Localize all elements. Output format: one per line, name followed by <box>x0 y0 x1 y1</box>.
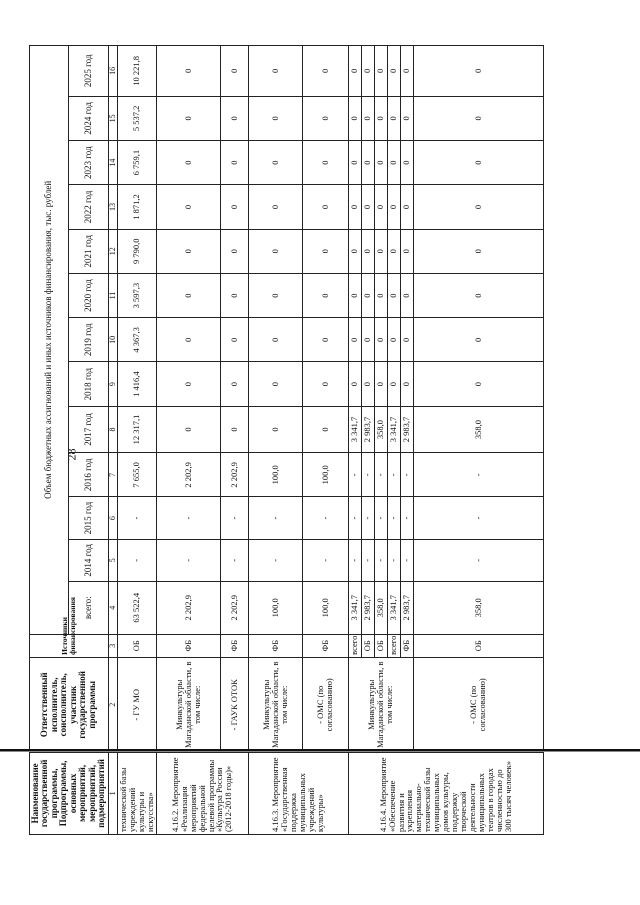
row-source: всего <box>348 634 361 657</box>
value-cell: 0 <box>413 46 543 97</box>
value-cell: 0 <box>413 273 543 317</box>
index-cell: 16 <box>108 46 117 97</box>
value-cell: 100,0 <box>302 581 348 634</box>
header-year: 2015 год <box>69 497 108 539</box>
index-cell: 12 <box>108 229 117 273</box>
value-cell: 1 416,4 <box>117 362 156 406</box>
value-cell: - <box>220 539 248 581</box>
value-cell: 0 <box>220 141 248 185</box>
value-cell: 0 <box>348 96 361 140</box>
value-cell: 3 341,7 <box>348 581 361 634</box>
row-executor: - ОМС (по согласованию) <box>302 657 348 752</box>
value-cell: 63 522,4 <box>117 581 156 634</box>
value-cell: 0 <box>400 273 413 317</box>
row-source: ФБ <box>302 634 348 657</box>
value-cell: 0 <box>248 141 302 185</box>
value-cell: 0 <box>220 185 248 229</box>
table-row <box>220 46 248 835</box>
value-cell: 0 <box>302 406 348 452</box>
row-title: 4.16.4. Мероприятие «Обеспечение развития и укрепления материально-технической базы муниципальных домов культуры, поддержку творческой деятельности муниципальных театров в городах численностью до 300 тысяч человек» <box>348 752 543 834</box>
value-cell: 0 <box>302 96 348 140</box>
value-cell: 0 <box>374 46 387 97</box>
value-cell: 0 <box>361 46 374 97</box>
value-cell: 0 <box>220 96 248 140</box>
value-cell: 0 <box>413 318 543 362</box>
value-cell: 0 <box>387 185 400 229</box>
row-source: ФБ <box>220 634 248 657</box>
index-cell: 10 <box>108 318 117 362</box>
value-cell: - <box>400 453 413 497</box>
value-cell: - <box>302 539 348 581</box>
value-cell: 0 <box>156 273 220 317</box>
page-number: 28 <box>64 448 79 461</box>
value-cell: 0 <box>413 141 543 185</box>
value-cell: 7 655,0 <box>117 453 156 497</box>
value-cell: 0 <box>400 185 413 229</box>
value-cell: 0 <box>387 229 400 273</box>
value-cell: 0 <box>302 141 348 185</box>
value-cell: - <box>400 497 413 539</box>
value-cell: 0 <box>374 362 387 406</box>
value-cell: 0 <box>248 406 302 452</box>
value-cell: - <box>361 453 374 497</box>
value-cell: 0 <box>302 229 348 273</box>
value-cell: 3 341,7 <box>348 406 361 452</box>
value-cell: 0 <box>156 318 220 362</box>
header-col3: Источники финансирования <box>30 634 109 657</box>
row-source: всего <box>387 634 400 657</box>
value-cell: 0 <box>400 362 413 406</box>
value-cell: 0 <box>413 362 543 406</box>
value-cell: 0 <box>387 273 400 317</box>
row-source: ОБ <box>361 634 374 657</box>
value-cell: 0 <box>156 46 220 97</box>
header-year: 2020 год <box>69 273 108 317</box>
value-cell: 0 <box>302 362 348 406</box>
header-year: 2021 год <box>69 229 108 273</box>
value-cell: - <box>117 539 156 581</box>
row-executor: Минкультуры Магаданской области, в том числе: <box>248 657 302 752</box>
row-executor: - ГУ МО <box>117 657 156 752</box>
value-cell: 2 983,7 <box>361 581 374 634</box>
value-cell: 0 <box>302 318 348 362</box>
value-cell: 0 <box>413 229 543 273</box>
value-cell: 0 <box>348 141 361 185</box>
index-cell: 1 <box>108 752 117 834</box>
row-title: технической базы учреждений культуры и искусства» <box>117 752 156 834</box>
header-year: 2016 год <box>69 453 108 497</box>
header-col2: Ответственный исполнитель, соисполнитель, участник государственной программы <box>30 657 109 752</box>
budget-table <box>29 45 544 835</box>
header-col1: Наименование государственной программы, Подпрограммы, основных мероприятий, мероприятий, подмероприятий <box>30 752 109 834</box>
index-cell: 9 <box>108 362 117 406</box>
value-cell: 0 <box>220 273 248 317</box>
row-executor: Минкультуры Магаданской области, в том числе: <box>156 657 220 752</box>
value-cell: 0 <box>400 46 413 97</box>
value-cell: 0 <box>156 96 220 140</box>
value-cell: 0 <box>361 318 374 362</box>
value-cell: 0 <box>156 406 220 452</box>
value-cell: 3 341,7 <box>387 406 400 452</box>
value-cell: 0 <box>220 46 248 97</box>
value-cell: 10 221,8 <box>117 46 156 97</box>
row-executor: - ГАУК ОТОК <box>220 657 248 752</box>
value-cell: 0 <box>248 185 302 229</box>
value-cell: 0 <box>220 362 248 406</box>
value-cell: 0 <box>302 46 348 97</box>
value-cell: 0 <box>248 229 302 273</box>
value-cell: - <box>348 453 361 497</box>
value-cell: 0 <box>156 141 220 185</box>
value-cell: 5 537,2 <box>117 96 156 140</box>
header-volume: Объем бюджетных ассигнований и иных источников финансирования, тыс. рублей <box>30 46 69 635</box>
index-cell: 13 <box>108 185 117 229</box>
value-cell: 0 <box>302 185 348 229</box>
table-row <box>302 46 348 835</box>
row-title: 4.16.2. Мероприятие «Реализация мероприятий федеральной целевой программы «Культура России (2012-2018 годы)» <box>156 752 248 834</box>
header-year: 2024 год <box>69 96 108 140</box>
value-cell: 0 <box>413 185 543 229</box>
value-cell: 0 <box>374 141 387 185</box>
value-cell: - <box>413 539 543 581</box>
row-source: ОБ <box>413 634 543 657</box>
header-year: 2018 год <box>69 362 108 406</box>
row-source: ОБ <box>374 634 387 657</box>
value-cell: 0 <box>348 273 361 317</box>
value-cell: 0 <box>374 96 387 140</box>
value-cell: 3 597,3 <box>117 273 156 317</box>
value-cell: 0 <box>220 318 248 362</box>
row-source: ФБ <box>248 634 302 657</box>
value-cell: - <box>248 497 302 539</box>
table-row <box>156 46 220 835</box>
value-cell: 100,0 <box>302 453 348 497</box>
value-cell: 2 202,9 <box>220 453 248 497</box>
value-cell: 0 <box>348 229 361 273</box>
value-cell: - <box>302 497 348 539</box>
row-source: ОБ <box>117 634 156 657</box>
rotated-table-wrapper <box>29 45 611 835</box>
index-cell: 15 <box>108 96 117 140</box>
index-cell: 4 <box>108 581 117 634</box>
index-cell: 5 <box>108 539 117 581</box>
value-cell: 358,0 <box>374 581 387 634</box>
header-year: 2019 год <box>69 318 108 362</box>
value-cell: 0 <box>302 273 348 317</box>
row-executor: Минкультуры Магаданской области, в том числе: <box>348 657 413 752</box>
value-cell: 0 <box>374 185 387 229</box>
value-cell: 0 <box>387 96 400 140</box>
value-cell: 0 <box>361 96 374 140</box>
index-cell: 8 <box>108 406 117 452</box>
value-cell: 0 <box>220 229 248 273</box>
header-year: 2017 год <box>69 406 108 452</box>
index-cell: 2 <box>108 657 117 752</box>
value-cell: 4 367,3 <box>117 318 156 362</box>
value-cell: 100,0 <box>248 453 302 497</box>
table-row <box>413 46 543 835</box>
header-year: 2023 год <box>69 141 108 185</box>
value-cell: - <box>400 539 413 581</box>
value-cell: 0 <box>387 362 400 406</box>
value-cell: 1 871,2 <box>117 185 156 229</box>
value-cell: - <box>361 497 374 539</box>
value-cell: 0 <box>156 185 220 229</box>
value-cell: - <box>387 539 400 581</box>
row-source: ФБ <box>400 634 413 657</box>
value-cell: - <box>374 497 387 539</box>
table-row <box>348 46 361 835</box>
value-cell: 2 983,7 <box>400 406 413 452</box>
value-cell: 0 <box>361 185 374 229</box>
value-cell: - <box>348 539 361 581</box>
value-cell: 0 <box>387 141 400 185</box>
value-cell: 2 983,7 <box>400 581 413 634</box>
value-cell: - <box>348 497 361 539</box>
value-cell: - <box>387 497 400 539</box>
index-cell: 3 <box>108 634 117 657</box>
value-cell: 0 <box>248 318 302 362</box>
value-cell: 0 <box>248 96 302 140</box>
header-year: 2014 год <box>69 539 108 581</box>
value-cell: - <box>361 539 374 581</box>
value-cell: - <box>117 497 156 539</box>
value-cell: 0 <box>248 273 302 317</box>
row-title: 4.16.3. Мероприятие «Государственная поддержка муниципальных учреждений культуры» <box>248 752 348 834</box>
row-executor: - ОМС (по согласованию) <box>413 657 543 752</box>
value-cell: 0 <box>400 141 413 185</box>
value-cell: 0 <box>387 46 400 97</box>
value-cell: 100,0 <box>248 581 302 634</box>
value-cell: 0 <box>156 362 220 406</box>
value-cell: - <box>156 539 220 581</box>
value-cell: 2 202,9 <box>220 581 248 634</box>
value-cell: 0 <box>156 229 220 273</box>
value-cell: 6 759,1 <box>117 141 156 185</box>
index-cell: 11 <box>108 273 117 317</box>
value-cell: 0 <box>400 318 413 362</box>
value-cell: 0 <box>400 96 413 140</box>
value-cell: 0 <box>348 318 361 362</box>
value-cell: 0 <box>361 273 374 317</box>
value-cell: - <box>374 453 387 497</box>
table-body <box>117 46 543 835</box>
value-cell: 2 202,9 <box>156 581 220 634</box>
row-source: ФБ <box>156 634 220 657</box>
header-total: всего: <box>69 581 108 634</box>
index-cell: 7 <box>108 453 117 497</box>
value-cell: 0 <box>348 185 361 229</box>
index-row <box>108 46 117 835</box>
value-cell: - <box>413 497 543 539</box>
value-cell: 358,0 <box>374 406 387 452</box>
value-cell: 0 <box>248 46 302 97</box>
value-cell: - <box>387 453 400 497</box>
value-cell: 9 790,0 <box>117 229 156 273</box>
page-rule-thin <box>0 751 640 752</box>
value-cell: 358,0 <box>413 581 543 634</box>
value-cell: 0 <box>387 318 400 362</box>
table-row <box>117 46 156 835</box>
header-year: 2022 год <box>69 185 108 229</box>
value-cell: 0 <box>374 273 387 317</box>
value-cell: 0 <box>348 362 361 406</box>
value-cell: 0 <box>220 406 248 452</box>
value-cell: - <box>156 497 220 539</box>
value-cell: - <box>374 539 387 581</box>
index-cell: 6 <box>108 497 117 539</box>
value-cell: 3 341,7 <box>387 581 400 634</box>
value-cell: 0 <box>400 229 413 273</box>
value-cell: 0 <box>361 362 374 406</box>
value-cell: 2 983,7 <box>361 406 374 452</box>
value-cell: 358,0 <box>413 406 543 452</box>
value-cell: 0 <box>248 362 302 406</box>
value-cell: 0 <box>413 96 543 140</box>
index-cell: 14 <box>108 141 117 185</box>
value-cell: 0 <box>374 229 387 273</box>
value-cell: 12 317,1 <box>117 406 156 452</box>
value-cell: - <box>248 539 302 581</box>
value-cell: 0 <box>374 318 387 362</box>
value-cell: 0 <box>361 141 374 185</box>
table-row <box>248 46 302 835</box>
value-cell: - <box>413 453 543 497</box>
header-year: 2025 год <box>69 46 108 97</box>
value-cell: 0 <box>361 229 374 273</box>
value-cell: 0 <box>348 46 361 97</box>
value-cell: 2 202,9 <box>156 453 220 497</box>
value-cell: - <box>220 497 248 539</box>
